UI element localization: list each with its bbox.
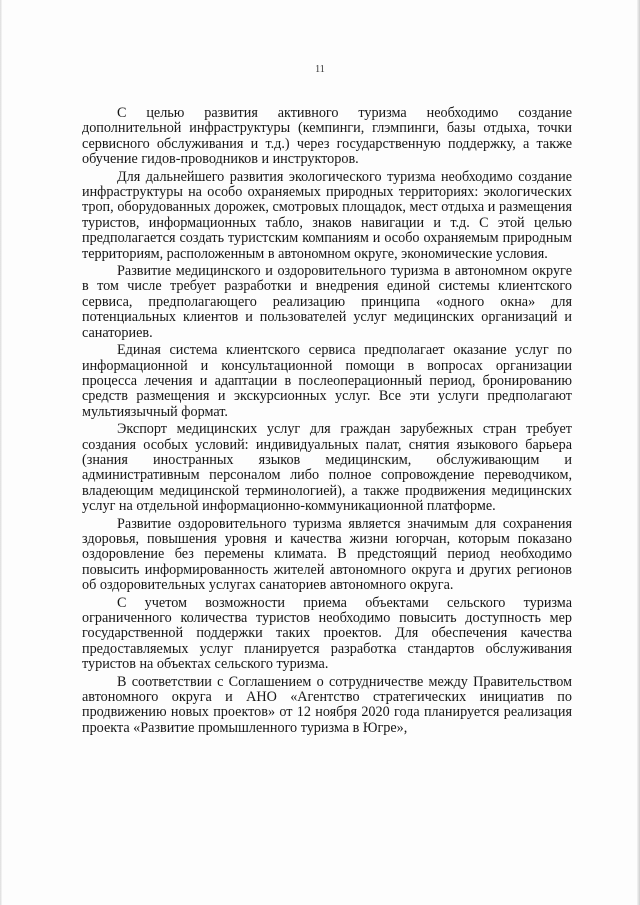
paragraph-health-tourism: Развитие оздоровительного туризма является значимым для сохранения здоровья, повышения уровня и качества жизни югорчан, которым показано оздоровление без перемены климата. В предстоящий период необходимо повысить информированность жителей автономного округа и других регионов об оздоровительных услугах санаториев автономного округа. — [82, 515, 572, 594]
paragraph-ecological-tourism: Для дальнейшего развития экологического туризма необходимо создание инфраструктуры на особо охраняемых природных территориях: экологических троп, оборудованных дорожек, смотровых площадок, мест отдыха и размещения туристов, информационных табло, знаков навигации и т.д. С этой целью предполагается создать туристским компаниям и особо охраняемым природным территориям, расположенным в автономном округе, экономические условия. — [82, 168, 572, 262]
paragraph-industrial-tourism: В соответствии с Соглашением о сотрудничестве между Правительством автономного округа и АНО «Агентство стратегических инициатив по продвижению новых проектов» от 12 ноября 2020 года планируется реализация проекта «Развитие промышленного туризма в Югре», — [82, 673, 572, 736]
page-number: 11 — [315, 64, 325, 75]
paragraph-medical-tourism: Развитие медицинского и оздоровительного туризма в автономном округе в том числе требует разработки и внедрения единой системы клиентского сервиса, предполагающего реализацию принципа «одного окна» для потенциальных клиентов и пользователей услуг медицинских организаций и санаториев. — [82, 263, 572, 341]
paragraph-active-tourism: С целью развития активного туризма необходимо создание дополнительной инфраструктуры (кемпинги, глэмпинги, базы отдыха, точки сервисного обслуживания и т.д.) через государственную поддержку, а также обучение гидов-проводников и инструкторов. — [82, 105, 572, 168]
body-text — [82, 106, 572, 738]
scan-edge-left — [0, 0, 2, 905]
paragraph-medical-export: Экспорт медицинских услуг для граждан зарубежных стран требует создания особых условий: индивидуальных палат, снятия языкового барьера (знания иностранных языков медицинским, обслуживающим и административным персоналом либо полное сопровождение переводчиком, владеющим медицинской терминологией), а также продвижения медицинских услуг на отдельной информационно-коммуникационной платформе. — [82, 421, 572, 515]
paragraph-client-service: Единая система клиентского сервиса предполагает оказание услуг по информационной и консультационной помощи в вопросах организации процесса лечения и адаптации в послеоперационный период, бронированию средств размещения и экскурсионных услуг. Все эти услуги предполагают мультиязычный формат. — [82, 342, 572, 420]
paragraph-rural-tourism: С учетом возможности приема объектами сельского туризма ограниченного количества туристов необходимо повысить доступность мер государственной поддержки таких проектов. Для обеспечения качества предоставляемых услуг планируется разработка стандартов обслуживания туристов на объектах сельского туризма. — [82, 594, 572, 673]
